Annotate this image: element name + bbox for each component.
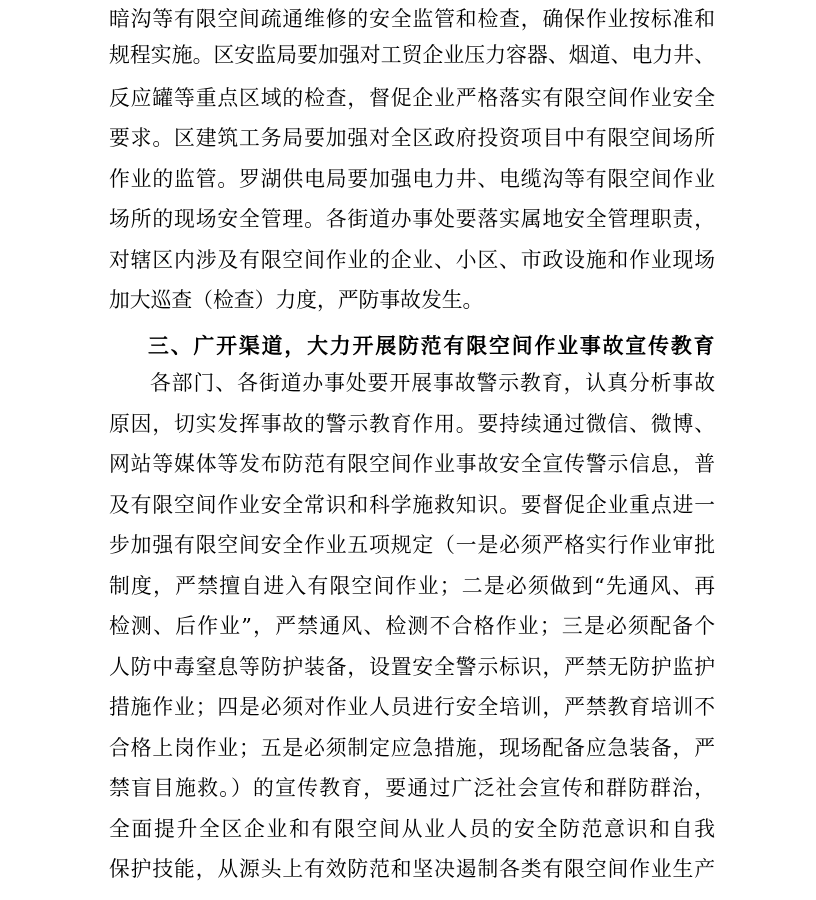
paragraph-line: 全面提升全区企业和有限空间从业人员的安全防范意识和自我 [109, 817, 715, 841]
paragraph-line: 反应罐等重点区域的检查，督促企业严格落实有限空间作业安全 [109, 86, 715, 110]
paragraph-line: 场所的现场安全管理。各街道办事处要落实属地安全管理职责， [109, 207, 715, 231]
paragraph-line: 禁盲目施救。）的宣传教育，要通过广泛社会宣传和群防群治， [109, 776, 715, 800]
paragraph-line: 人防中毒窒息等防护装备，设置安全警示标识，严禁无防护监护 [109, 655, 715, 679]
paragraph-line: 制度，严禁擅自进入有限空间作业；二是必须做到“先通风、再 [109, 574, 715, 598]
paragraph-line: 检测、后作业”，严禁通风、检测不合格作业；三是必须配备个 [109, 614, 715, 638]
paragraph-line: 步加强有限空间安全作业五项规定（一是必须严格实行作业审批 [109, 533, 715, 557]
paragraph-line: 作业的监管。罗湖供电局要加强电力井、电缆沟等有限空间作业 [109, 167, 715, 191]
paragraph-line: 原因，切实发挥事故的警示教育作用。要持续通过微信、微博、 [109, 412, 715, 436]
paragraph-line: 措施作业；四是必须对作业人员进行安全培训，严禁教育培训不 [109, 695, 715, 719]
paragraph-line: 对辖区内涉及有限空间作业的企业、小区、市政设施和作业现场 [109, 248, 715, 272]
paragraph-line: 保护技能，从源头上有效防范和坚决遏制各类有限空间作业生产 [109, 857, 715, 881]
paragraph-line: 暗沟等有限空间疏通维修的安全监管和检查，确保作业按标准和 [109, 7, 715, 31]
paragraph-line: 要求。区建筑工务局要加强对全区政府投资项目中有限空间场所 [109, 126, 715, 150]
paragraph-line: 加大巡查（检查）力度，严防事故发生。 [109, 288, 484, 312]
section-heading: 三、广开渠道，大力开展防范有限空间作业事故宣传教育 [148, 334, 715, 358]
paragraph-line: 各部门、各街道办事处要开展事故警示教育，认真分析事故 [150, 371, 715, 395]
paragraph-line: 合格上岗作业；五是必须制定应急措施，现场配备应急装备，严 [109, 736, 715, 760]
paragraph-line: 网站等媒体等发布防范有限空间作业事故安全宣传警示信息，普 [109, 452, 715, 476]
paragraph-line: 及有限空间作业安全常识和科学施救知识。要督促企业重点进一 [109, 493, 715, 517]
paragraph-line: 规程实施。区安监局要加强对工贸企业压力容器、烟道、电力井、 [109, 43, 715, 67]
